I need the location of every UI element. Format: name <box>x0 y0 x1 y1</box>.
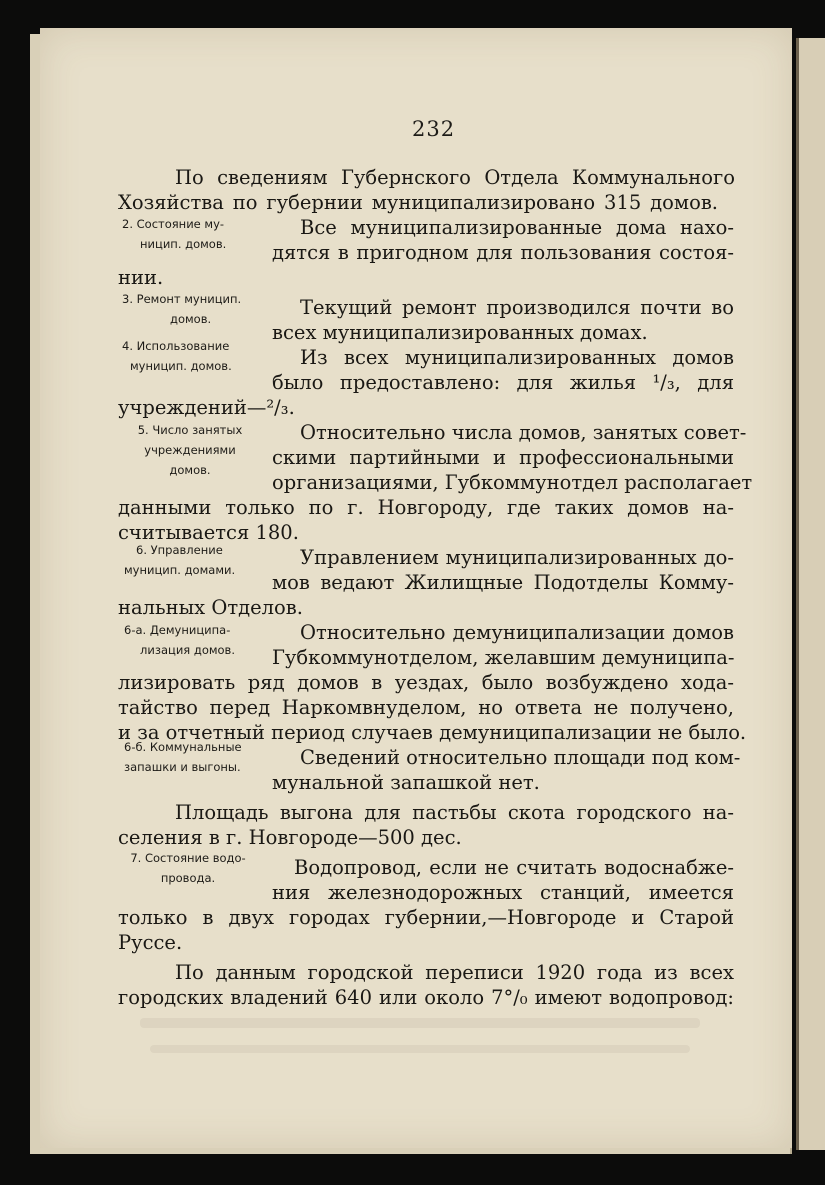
para-2-line-2: дятся в пригодном для пользования состоя- <box>272 241 734 264</box>
margin-note-5 <box>124 420 256 480</box>
para-2-line-3: нии. <box>118 266 164 289</box>
margin-note-line: 3. Ремонт муницип. <box>122 292 242 306</box>
bleed-through <box>150 1045 690 1053</box>
margin-note-line: 4. Использование <box>122 339 230 353</box>
para-7-line-1: Водопровод, если не считать водоснабже- <box>294 856 734 879</box>
para-6a-line-4: тайство перед Наркомвнуделом, но ответа не получено, <box>118 696 734 719</box>
para-6-line-2: мов ведают Жилищные Подотделы Комму- <box>272 571 734 594</box>
intro-line-1: По сведениям Губернского Отдела Коммунального <box>175 166 735 189</box>
para-6a-line-2: Губкоммунотделом, желавшим демуниципа- <box>272 646 735 669</box>
margin-note-2 <box>122 214 226 254</box>
facing-page-edge <box>796 38 825 1150</box>
para-6-line-1: Управлением муниципализированных до- <box>300 546 734 569</box>
para-6-line-3: нальных Отделов. <box>118 596 303 619</box>
para-6b-line-1: Сведений относительно площади под ком- <box>300 746 741 769</box>
para-2-line-1: Все муниципализированные дома нахо- <box>300 216 734 239</box>
para-6a-line-5: и за отчетный период случаев демуниципализации не было. <box>118 721 747 744</box>
margin-note-6b <box>124 737 242 777</box>
margin-note-line: запашки и выгоны. <box>124 760 241 774</box>
para-4-line-1: Из всех муниципализированных домов <box>300 346 734 369</box>
pasture-line-1: Площадь выгона для пастьбы скота городского на- <box>175 801 734 824</box>
margin-note-line: муницип. домов. <box>130 359 232 373</box>
para-5-line-4: данными только по г. Новгороду, где таких домов на- <box>118 496 734 519</box>
para-4-line-3: учреждений—²/₃. <box>118 396 295 419</box>
para-3-line-2: всех муниципализированных домах. <box>272 321 648 344</box>
margin-note-line: провода. <box>160 871 216 885</box>
margin-note-line: ницип. домов. <box>140 237 227 251</box>
margin-note-4 <box>122 336 232 376</box>
para-5-line-3: организациями, Губкоммунотдел располагает <box>272 471 753 494</box>
para-5-line-5: считывается 180. <box>118 521 299 544</box>
para-6b-line-2: мунальной запашкой нет. <box>272 771 540 794</box>
census-line-1: По данным городской переписи 1920 года из всех <box>175 961 734 984</box>
margin-note-line: муницип. домами. <box>124 563 236 577</box>
margin-note-line: 6-б. Коммунальные <box>124 740 242 754</box>
margin-note-7 <box>118 848 258 888</box>
intro-line-2: Хозяйства по губернии муниципализировано 315 домов. <box>118 191 718 214</box>
para-6a-line-3: лизировать ряд домов в уездах, было возбуждено хода- <box>118 671 734 694</box>
margin-note-line: 7. Состояние водо- <box>130 851 246 865</box>
margin-note-line: 6. Управление <box>136 543 223 557</box>
margin-note-line: 5. Число занятых <box>137 423 243 437</box>
para-3-line-1: Текущий ремонт производился почти во <box>300 296 734 319</box>
margin-note-line: домов. <box>169 463 211 477</box>
para-4-line-2: было предоставлено: для жилья ¹/₃, для <box>272 371 734 394</box>
margin-note-line: 6-а. Демуниципа- <box>124 623 231 637</box>
para-7-line-3: только в двух городах губернии,—Новгороде и Старой <box>118 906 734 929</box>
margin-note-6 <box>124 540 235 580</box>
page-number: 232 <box>412 117 456 141</box>
margin-note-line: домов. <box>170 312 212 326</box>
para-5-line-1: Относительно числа домов, занятых совет- <box>300 421 747 444</box>
margin-note-3 <box>122 289 241 329</box>
pasture-line-2: селения в г. Новгороде—500 дес. <box>118 826 462 849</box>
margin-note-line: лизация домов. <box>140 643 235 657</box>
para-7-line-2: ния железнодорожных станций, имеется <box>272 881 734 904</box>
para-6a-line-1: Относительно демуниципализации домов <box>300 621 734 644</box>
para-5-line-2: скими партийными и профессиональными <box>272 446 734 469</box>
margin-note-6a <box>124 620 235 660</box>
margin-note-line: 2. Состояние му- <box>122 217 225 231</box>
census-line-2: городских владений 640 или около 7°/₀ имеют водопровод: <box>118 986 734 1009</box>
margin-note-line: учреждениями <box>144 443 236 457</box>
para-7-line-4: Руссе. <box>118 931 183 954</box>
bleed-through <box>140 1018 700 1028</box>
